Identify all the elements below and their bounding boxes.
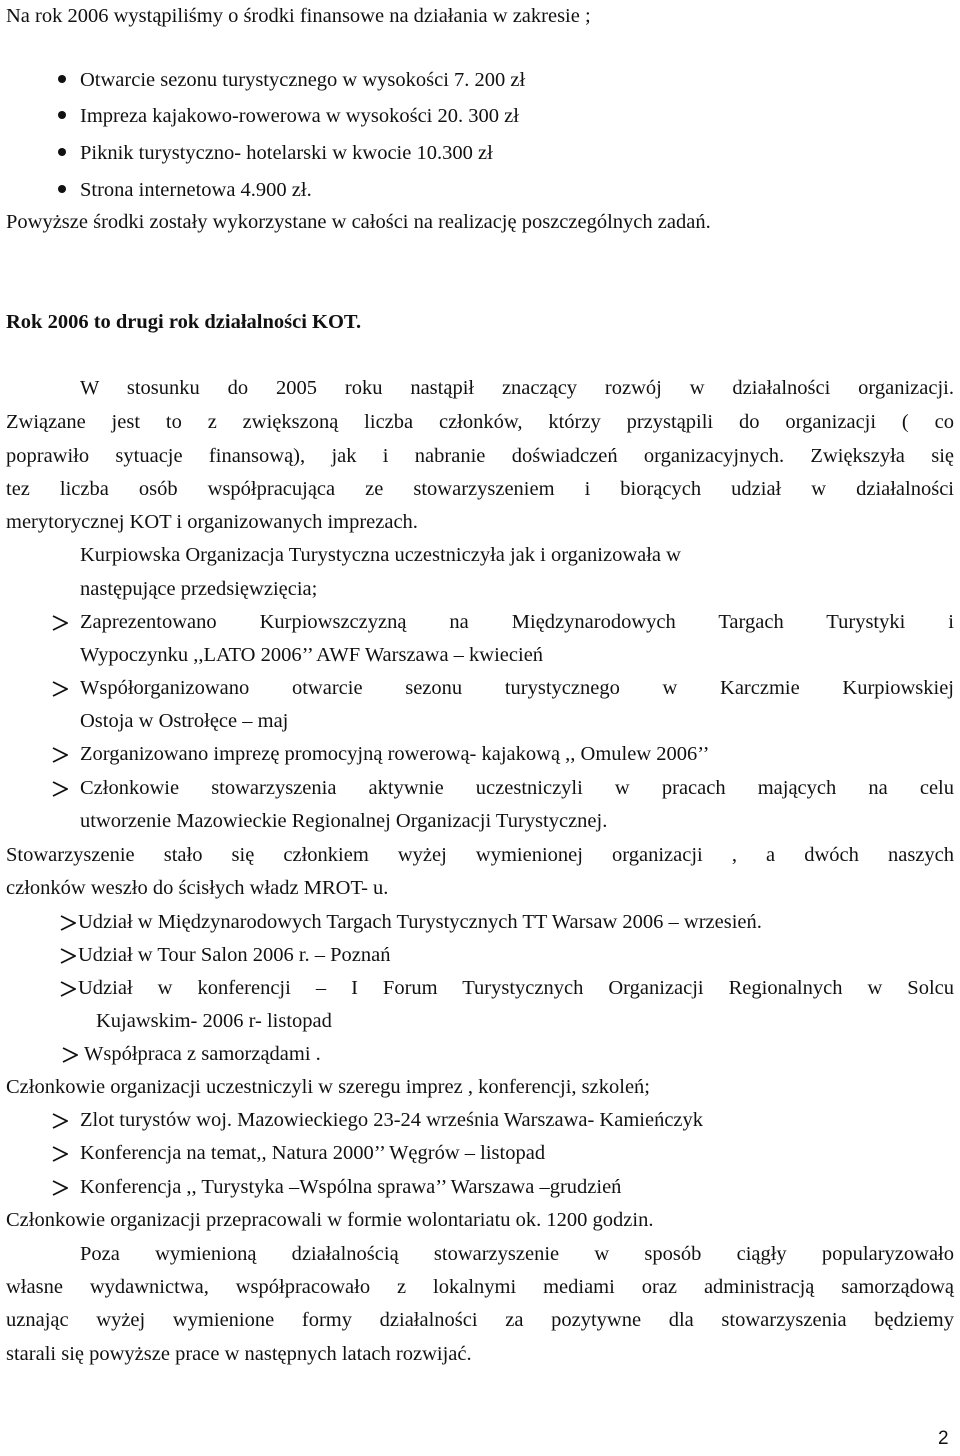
p6-line: Poza wymienioną działalnością stowarzyszenie w sposób ciągły popularyzowało xyxy=(80,1243,954,1265)
section-heading: Rok 2006 to drugi rok działalności KOT. xyxy=(6,311,362,333)
list1-item-cont: Wypoczynku ,,LATO 2006’’ AWF Warszawa – kwiecień xyxy=(80,644,544,666)
arrow-bullet-icon xyxy=(52,681,68,697)
p1-line: merytorycznej KOT i organizowanych imprezach. xyxy=(6,511,418,533)
list1-item: Zaprezentowano Kurpiowszczyzną na Międzynarodowych Targach Turystyki i xyxy=(80,611,954,633)
arrow-bullet-icon xyxy=(52,1113,68,1129)
p5-text: Członkowie organizacji przepracowali w formie wolontariatu ok. 1200 godzin. xyxy=(6,1209,654,1231)
list2-item: Udział w konferencji – I Forum Turystycznych Organizacji Regionalnych w Solcu xyxy=(78,977,954,999)
list2-item: Udział w Międzynarodowych Targach Turystycznych TT Warsaw 2006 – wrzesień. xyxy=(78,911,762,933)
list1-item: Członkowie stowarzyszenia aktywnie uczestniczyli w pracach mających na celu xyxy=(80,777,954,799)
p3-line: Stowarzyszenie stało się członkiem wyżej wymienionej organizacji , a dwóch naszych xyxy=(6,844,954,866)
list1-item-cont: utworzenie Mazowieckie Regionalnej Organizacji Turystycznej. xyxy=(80,810,608,832)
p6-line: uznając wyżej wymienione formy działalności za pozytywne dla stowarzyszenia będziemy xyxy=(6,1309,954,1331)
intro-text: Na rok 2006 wystąpiliśmy o środki finansowe na działania w zakresie ; xyxy=(6,5,591,27)
list2-item: Współpraca z samorządami . xyxy=(84,1043,321,1065)
p6-line: własne wydawnictwa, współpracowało z lokalnymi mediami oraz administracją samorządową xyxy=(6,1276,954,1298)
p3-line: członków weszło do ścisłych władz MROT- u. xyxy=(6,877,389,899)
p1-line: Związane jest to z zwiększoną liczba członków, którzy przystąpili do organizacji ( co xyxy=(6,411,954,433)
arrow-bullet-icon xyxy=(52,781,68,797)
funding-summary: Powyższe środki zostały wykorzystane w całości na realizację poszczególnych zadań. xyxy=(6,211,711,233)
funding-item: Impreza kajakowo-rowerowa w wysokości 20. 300 zł xyxy=(80,105,519,127)
bullet-dot xyxy=(58,185,66,193)
list1-item: Zorganizowano imprezę promocyjną rowerową- kajakową ,, Omulew 2006’’ xyxy=(80,743,710,765)
p1-line: W stosunku do 2005 roku nastąpił znaczący rozwój w działalności organizacji. xyxy=(80,377,954,399)
arrow-bullet-icon xyxy=(52,1146,68,1162)
list3-item: Konferencja na temat,, Natura 2000’’ Węgrów – listopad xyxy=(80,1142,546,1164)
arrow-bullet-icon xyxy=(52,1180,68,1196)
bullet-dot xyxy=(58,75,66,83)
bullet-dot xyxy=(58,111,66,119)
p4-text: Członkowie organizacji uczestniczyli w szeregu imprez , konferencji, szkoleń; xyxy=(6,1076,650,1098)
p6-line: starali się powyższe prace w następnych latach rozwijać. xyxy=(6,1343,472,1365)
arrow-bullet-icon xyxy=(60,948,76,964)
list3-item: Zlot turystów woj. Mazowieckiego 23-24 września Warszawa- Kamieńczyk xyxy=(80,1109,704,1131)
p1-line: tez liczba osób współpracująca ze stowarzyszeniem i biorących udział w działalności xyxy=(6,478,954,500)
list3-item: Konferencja ,, Turystyka –Wspólna sprawa’’ Warszawa –grudzień xyxy=(80,1176,622,1198)
list2-item: Udział w Tour Salon 2006 r. – Poznań xyxy=(78,944,391,966)
funding-item: Otwarcie sezonu turystycznego w wysokości 7. 200 zł xyxy=(80,69,526,91)
p2-line: następujące przedsięwzięcia; xyxy=(80,578,318,600)
arrow-bullet-icon xyxy=(60,915,76,931)
arrow-bullet-icon xyxy=(52,615,68,631)
funding-item: Strona internetowa 4.900 zł. xyxy=(80,179,312,201)
p1-line: poprawiło sytuacje finansową), jak i nabranie doświadczeń organizacyjnych. Zwiększyła się xyxy=(6,445,954,467)
list1-item-cont: Ostoja w Ostrołęce – maj xyxy=(80,710,289,732)
funding-item: Piknik turystyczno- hotelarski w kwocie 10.300 zł xyxy=(80,142,493,164)
arrow-bullet-icon xyxy=(60,981,76,997)
list2-item-cont: Kujawskim- 2006 r- listopad xyxy=(96,1010,332,1032)
page-number: 2 xyxy=(938,1428,949,1449)
arrow-bullet-icon xyxy=(62,1047,78,1063)
arrow-bullet-icon xyxy=(52,747,68,763)
bullet-dot xyxy=(58,148,66,156)
p2-line: Kurpiowska Organizacja Turystyczna uczestniczyła jak i organizowała w xyxy=(80,544,681,566)
list1-item: Współorganizowano otwarcie sezonu turystycznego w Karczmie Kurpiowskiej xyxy=(80,677,954,699)
